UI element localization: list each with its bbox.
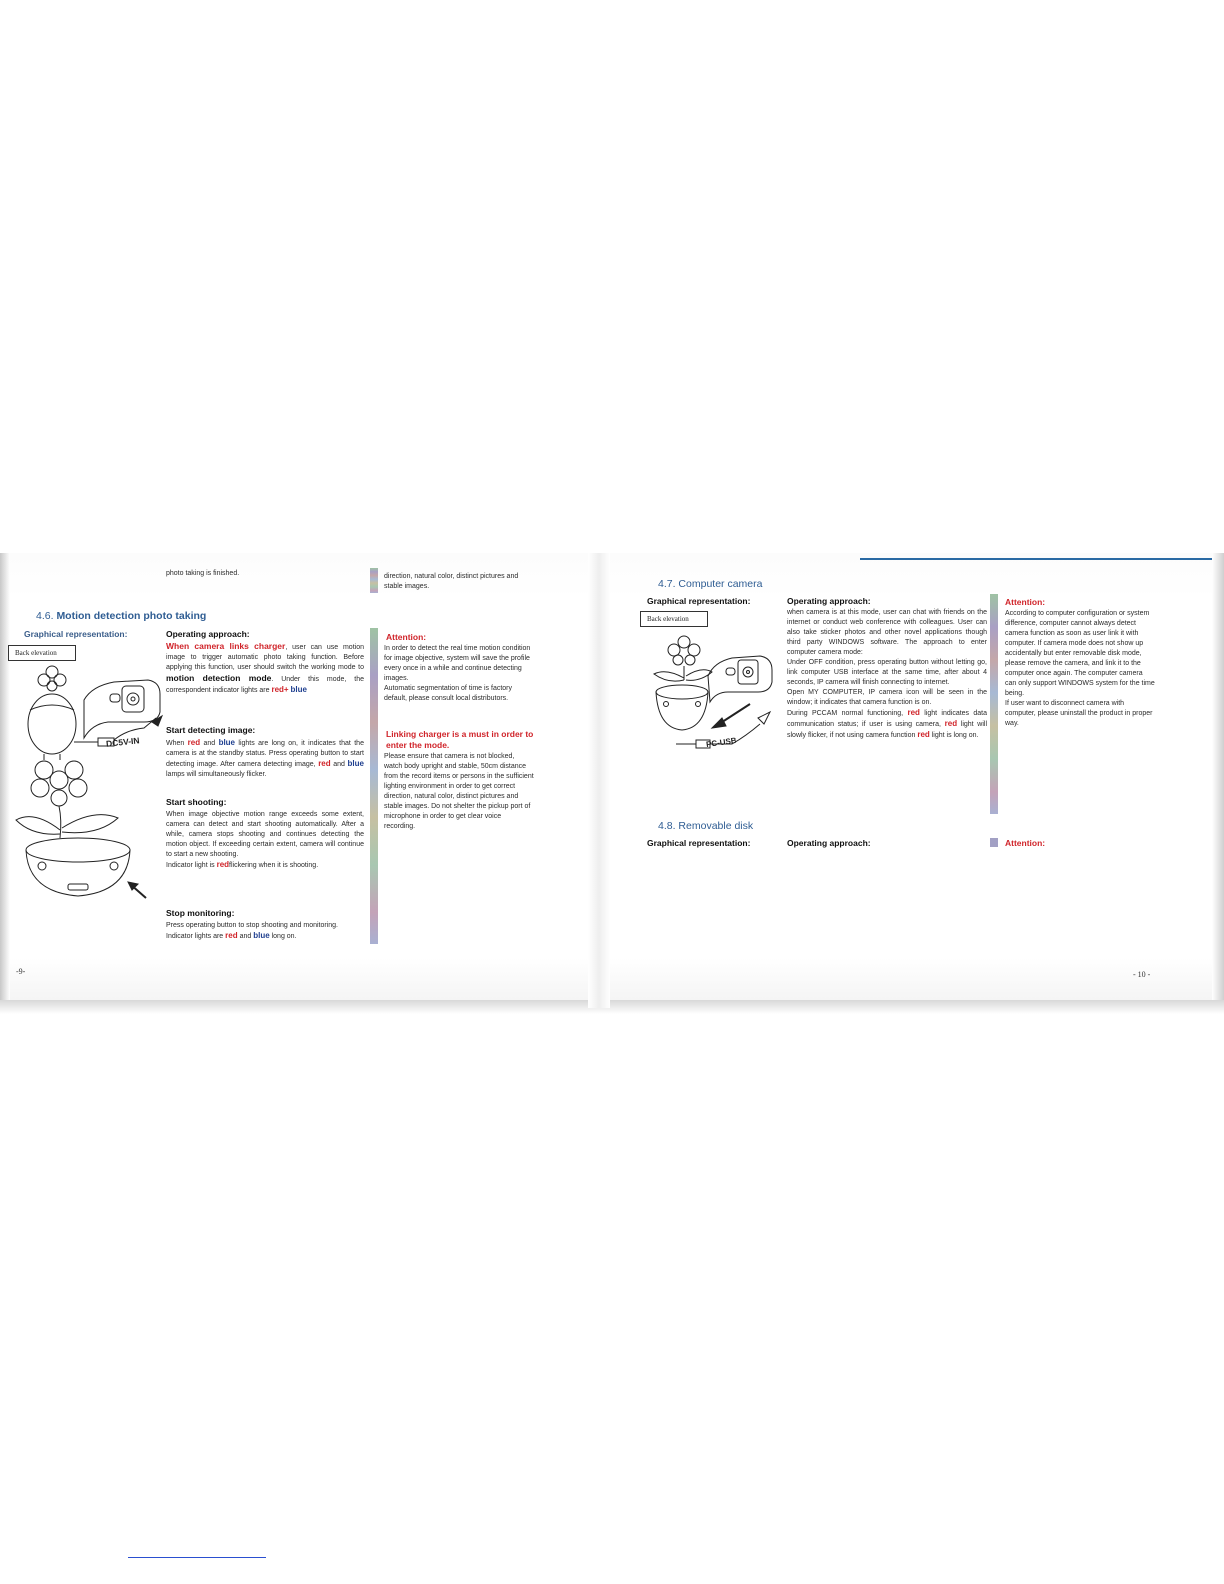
attention-heading-3: Attention: bbox=[1005, 838, 1046, 848]
graphical-representation-label-3: Graphical representation: bbox=[647, 838, 751, 848]
pc-usb-label: PC-USB bbox=[705, 735, 738, 750]
operating-approach-text: When camera links charger, user can use motion image to trigger automatic photo taking function. Before applying this function, user should switch the working mode to motion detection mode. Under this mode, the correspondent indicator lights are red+ blue bbox=[166, 641, 365, 694]
page-number-left: -9- bbox=[16, 967, 26, 976]
start-detecting-text: When red and blue lights are long on, it indicates that the camera is at the standby status. Press operating button to start detecting image. After camera detecting image, red and blue lamps will simultaneously flicker. bbox=[166, 738, 364, 778]
left-top-right-continuation: direction, natural color, distinct pictures and stable images. bbox=[384, 573, 519, 590]
book-gutter bbox=[588, 553, 610, 1008]
attention-text-continued: Please ensure that camera is not blocked, watch body upright and stable, 50cm distance from the record items or persons in the sufficient lighting environment in order to get correct direction, natural color, distinct pictures and stable images. Do not shelter the pickup port of microphone in order to get clear voice recording. bbox=[384, 753, 534, 830]
operating-approach-heading-3: Operating approach: bbox=[787, 838, 871, 848]
color-stripe bbox=[370, 568, 378, 593]
start-detecting-heading: Start detecting image: bbox=[166, 725, 256, 735]
right-page-edge bbox=[1212, 553, 1224, 1008]
start-shooting-heading: Start shooting: bbox=[166, 797, 227, 807]
operating-approach-heading: Operating approach: bbox=[166, 629, 250, 639]
color-stripe bbox=[370, 628, 378, 944]
right-page-top-rule bbox=[860, 558, 1212, 560]
color-stripe bbox=[990, 594, 998, 814]
stop-monitoring-heading: Stop monitoring: bbox=[166, 908, 235, 918]
computer-camera-operating-text: when camera is at this mode, user can chat with friends on the internet or conduct web conference with colleagues. User can also take sticker photos and other novel applications though third party WINDOWS software. The approach to enter computer camera mode: Under OFF condition, press operating button without letting go, link computer USB interface at the same time, after about 4 seconds, IP camera will finish connecting to internet. Open MY COMPUTER, IP camera icon will be seen in the window; it indicates that camera function is on. During PCCAM normal functioning, red light indicates data communication status; if user is using camera, red light will slowly flicker, if not using camera function red light is long on. bbox=[787, 609, 988, 739]
left-top-continuation: photo taking is finished. bbox=[166, 570, 240, 577]
graphical-representation-label: Graphical representation: bbox=[24, 629, 128, 639]
computer-camera-attention-text: According to computer configuration or system difference, computer cannot always detect camera function as soon as user link it with computer. If camera mode does not show up accidentally but enter removable disk mode, please remove the camera, and link it to the computer once again. The computer camera can only support WINDOWS system for the time being. If user want to disconnect camera with computer, please uninstall the product in proper way. bbox=[1005, 610, 1155, 727]
footer-underline bbox=[128, 1557, 266, 1558]
graphical-representation-label-2: Graphical representation: bbox=[647, 596, 751, 606]
color-stripe bbox=[990, 838, 998, 847]
section-title-4-7: 4.7. Computer camera bbox=[658, 578, 763, 590]
attention-heading: Attention: bbox=[386, 632, 427, 642]
section-title-4-6: 4.6. Motion detection photo taking bbox=[36, 610, 207, 622]
dc-input-label: DC5V-IN bbox=[105, 735, 140, 749]
motion-camera-illustration bbox=[14, 660, 164, 900]
page-number-right: - 10 - bbox=[1133, 970, 1151, 979]
attention-heading-2: Attention: bbox=[1005, 597, 1046, 607]
spread-bottom-shadow bbox=[0, 1000, 1224, 1014]
attention-text: In order to detect the real time motion condition for image objective, system will save the profile every once in a while and continue detecting images. Automatic segmentation of time is factory default, please consult local distributors. bbox=[384, 645, 531, 702]
operating-approach-heading-2: Operating approach: bbox=[787, 596, 871, 606]
attention-red-note: Linking charger is a must in order to enter the mode. bbox=[386, 729, 534, 750]
start-shooting-text: When image objective motion range exceeds some extent, camera can detect and start shooting automatically. After a while, camera stops shooting and continues detecting the motion object. If exceeding certain extent, camera will continue to start a new shooting. Indicator light is redflickering when it is shooting. bbox=[166, 811, 364, 869]
left-page-edge bbox=[0, 553, 10, 1008]
stop-monitoring-text: Press operating button to stop shooting and monitoring. Indicator lights are red and blue long on. bbox=[166, 922, 338, 940]
section-title-4-8: 4.8. Removable disk bbox=[658, 820, 754, 832]
back-elevation-label-2: Back elevation bbox=[640, 611, 708, 627]
back-elevation-label: Back elevation bbox=[8, 645, 76, 661]
